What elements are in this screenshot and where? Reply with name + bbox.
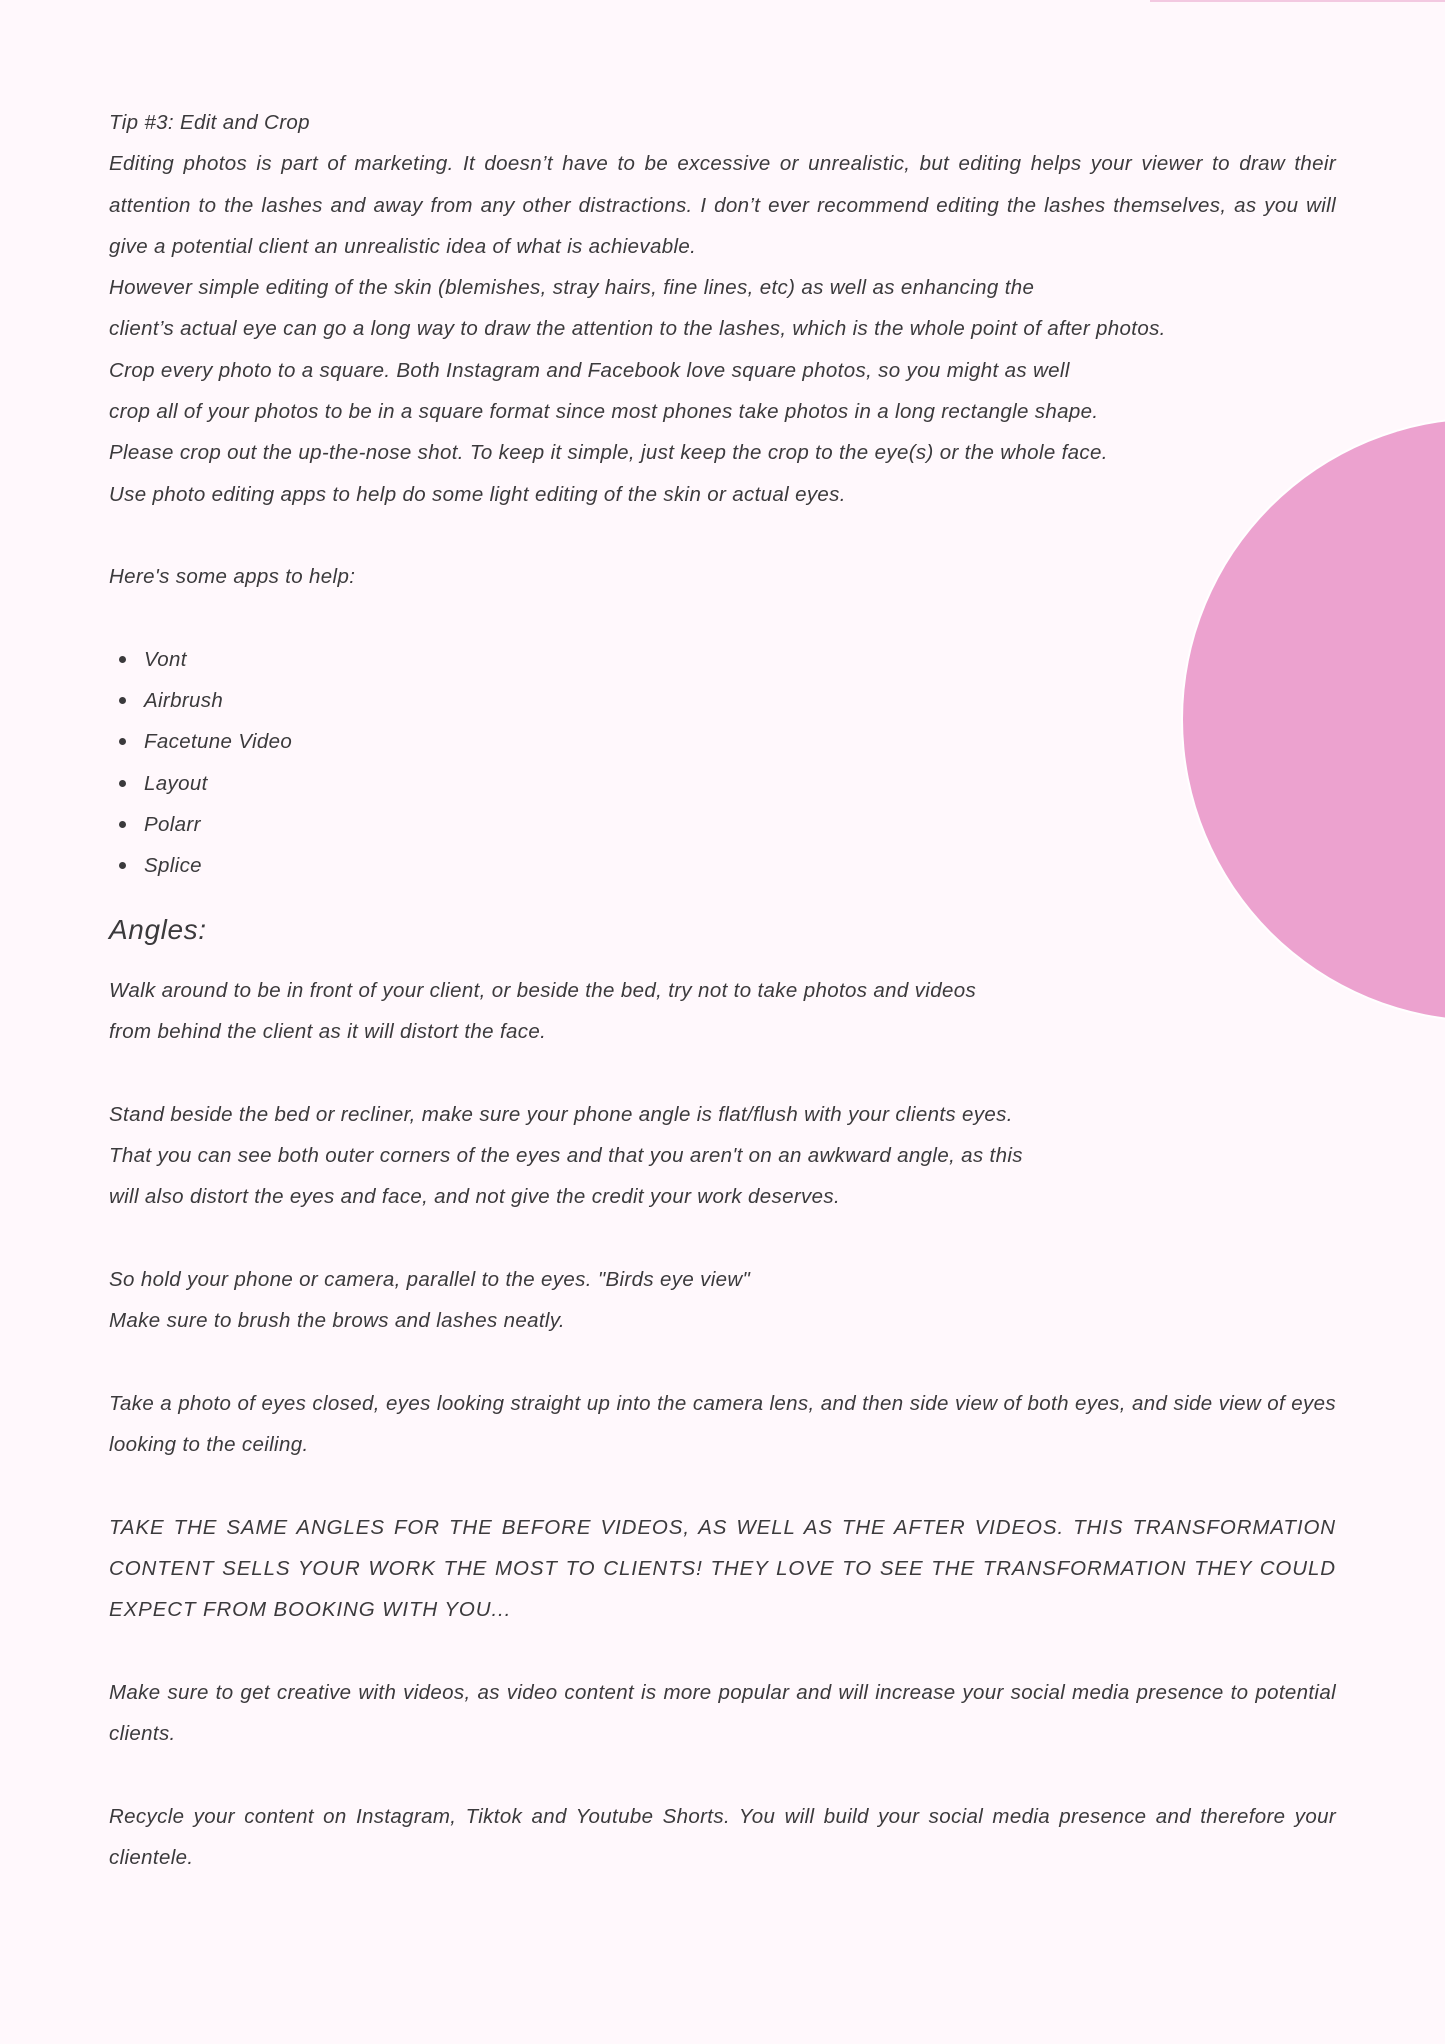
angles-line: Stand beside the bed or recliner, make sure your phone angle is flat/flush with your clients eyes. <box>109 1102 1013 1126</box>
top-decorative-rule <box>1150 0 1445 2</box>
bullet-icon <box>119 697 126 704</box>
photos-paragraph: Take a photo of eyes closed, eyes looking straight up into the camera lens, and then side view of both eyes, and side view of eyes looking to the ceiling. <box>109 1391 1336 1457</box>
app-name: Vont <box>144 647 187 671</box>
spacer <box>109 1053 1336 1094</box>
document-body <box>109 102 1336 1878</box>
apps-list <box>109 639 1336 887</box>
videos-paragraph: Make sure to get creative with videos, as video content is more popular and will increase your social media presence to potential clients. <box>109 1680 1336 1746</box>
tip-line: crop all of your photos to be in a square format since most phones take photos in a long rectangle shape. <box>109 400 1099 424</box>
tip-line: Crop every photo to a square. Both Instagram and Facebook love square photos, so you might as well <box>109 358 1070 382</box>
tip-intro-paragraph: Editing photos is part of marketing. It doesn’t have to be excessive or unrealistic, but editing helps your viewer to draw their attention to the lashes and away from any other distractions. I don’t ever recommend editing the lashes themselves, as you will give a potential client an unrealistic idea of what is achievable. <box>109 152 1336 258</box>
bullet-icon <box>119 656 126 663</box>
list-item <box>109 680 1336 721</box>
spacer <box>109 515 1336 556</box>
section-heading-angles: Angles: <box>109 913 207 945</box>
spacer <box>109 598 1336 639</box>
apps-intro: Here's some apps to help: <box>109 565 356 589</box>
angles-line: from behind the client as it will distort the face. <box>109 1020 547 1044</box>
bullet-icon <box>119 738 126 745</box>
list-item <box>109 804 1336 845</box>
list-item <box>109 639 1336 680</box>
tip-line: client’s actual eye can go a long way to draw the attention to the lashes, which is the whole point of after photos. <box>109 317 1166 341</box>
spacer <box>109 1218 1336 1259</box>
app-name: Splice <box>144 854 202 878</box>
bullet-icon <box>119 862 126 869</box>
app-name: Facetune Video <box>144 730 293 754</box>
angles-line: will also distort the eyes and face, and not give the credit your work deserves. <box>109 1185 841 1209</box>
spacer <box>109 1631 1336 1672</box>
transformation-paragraph: TAKE THE SAME ANGLES FOR THE BEFORE VIDEOS, AS WELL AS THE AFTER VIDEOS. THIS TRANSFORMATION CONTENT SELLS YOUR WORK THE MOST TO CLIENTS! THEY LOVE TO SEE THE TRANSFORMATION THEY COULD EXPECT FROM BOOKING WITH YOU... <box>109 1515 1336 1622</box>
list-item <box>109 721 1336 762</box>
bullet-icon <box>119 780 126 787</box>
list-item <box>109 763 1336 804</box>
angles-line: So hold your phone or camera, parallel to the eyes. "Birds eye view" <box>109 1268 751 1292</box>
angles-line: That you can see both outer corners of the eyes and that you aren't on an awkward angle, as this <box>109 1144 1023 1168</box>
recycle-paragraph: Recycle your content on Instagram, Tiktok and Youtube Shorts. You will build your social media presence and therefore your clientele. <box>109 1804 1336 1870</box>
spacer <box>109 1755 1336 1796</box>
tip-title: Tip #3: Edit and Crop <box>109 111 310 134</box>
angles-line: Walk around to be in front of your client, or beside the bed, try not to take photos and videos <box>109 978 977 1002</box>
tip-line: Please crop out the up-the-nose shot. To keep it simple, just keep the crop to the eye(s) or the whole face. <box>109 441 1108 465</box>
list-item <box>109 845 1336 886</box>
app-name: Airbrush <box>144 689 224 713</box>
spacer <box>109 1466 1336 1507</box>
app-name: Polarr <box>144 813 201 837</box>
spacer <box>109 1342 1336 1383</box>
bullet-icon <box>119 821 126 828</box>
tip-line: However simple editing of the skin (blemishes, stray hairs, fine lines, etc) as well as enhancing the <box>109 276 1035 300</box>
tip-line: Use photo editing apps to help do some light editing of the skin or actual eyes. <box>109 482 846 506</box>
app-name: Layout <box>144 771 208 795</box>
angles-line: Make sure to brush the brows and lashes neatly. <box>109 1309 565 1333</box>
